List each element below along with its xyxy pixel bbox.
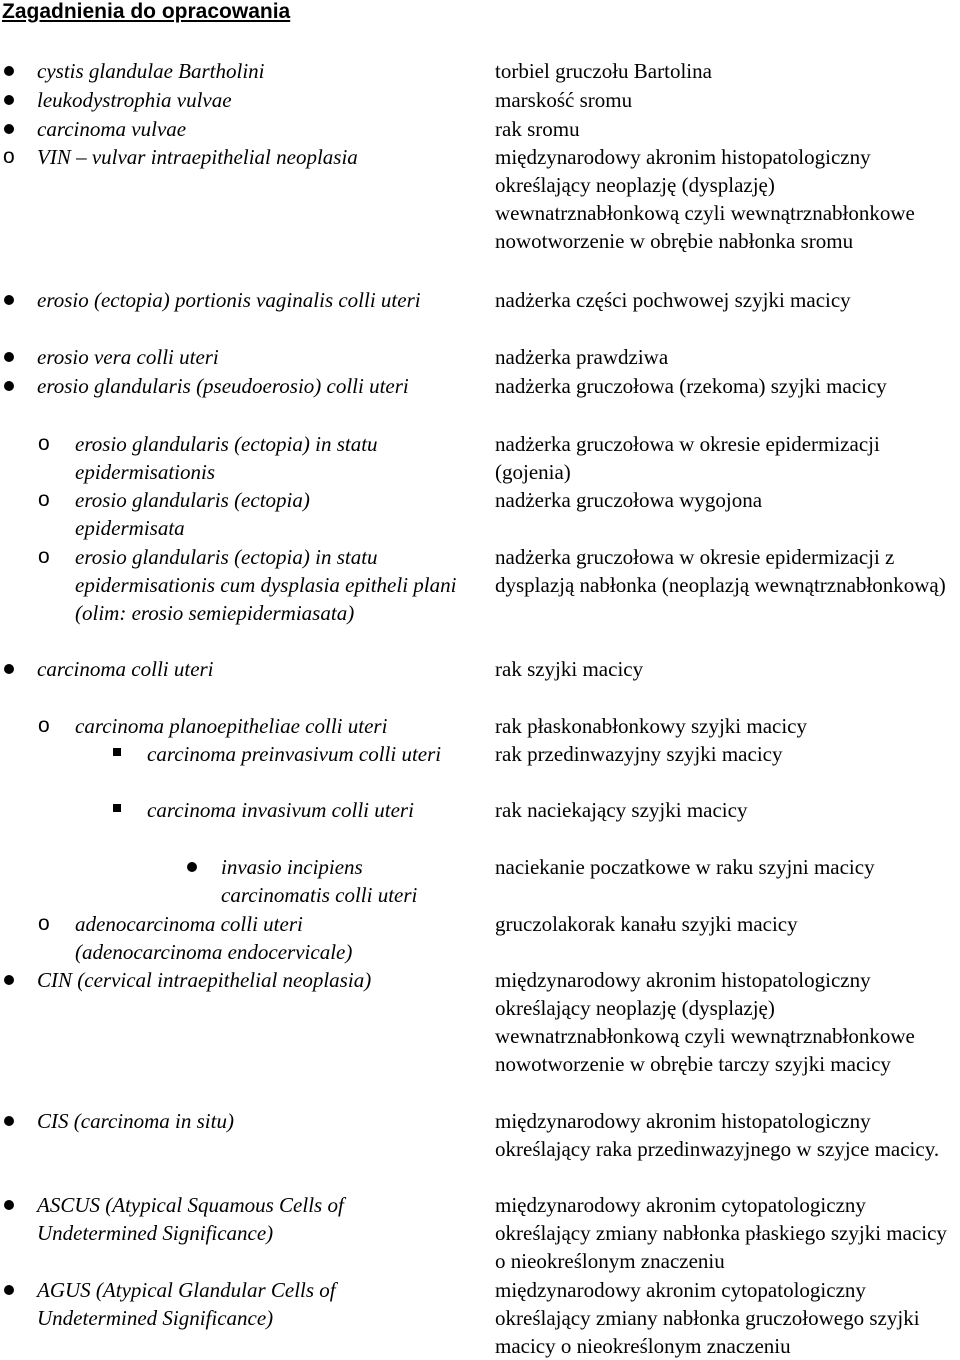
polish-translation: międzynarodowy akronim histopatologiczny określający neoplazję (dysplazję) wewnatrznabłonkową czyli wewnątrznabłonkowe nowotworzenie w obrębie nabłonka sromu bbox=[495, 145, 915, 253]
circle-bullet-icon: o bbox=[38, 714, 50, 737]
latin-term: carcinoma preinvasivum colli uteri bbox=[147, 742, 442, 766]
latin-term: carcinoma vulvae bbox=[37, 117, 187, 141]
polish-translation: międzynarodowy akronim cytopatologiczny określający zmiany nabłonka płaskiego szyjki macicy o nieokreślonym znaczeniu bbox=[495, 1193, 947, 1273]
latin-term: carcinoma invasivum colli uteri bbox=[147, 798, 414, 822]
latin-term: erosio glandularis (ectopia) in statu epidermisationis bbox=[75, 432, 378, 484]
latin-term: erosio glandularis (ectopia) in statu epidermisationis cum dysplasia epitheli plani (olim: erosio semiepidermiasata) bbox=[75, 545, 457, 625]
circle-bullet-icon: o bbox=[38, 488, 50, 511]
latin-term: cystis glandulae Bartholini bbox=[37, 59, 265, 83]
polish-translation: nadżerka gruczołowa (rzekoma) szyjki macicy bbox=[495, 374, 887, 398]
polish-translation: rak przedinwazyjny szyjki macicy bbox=[495, 742, 783, 766]
bullet-icon bbox=[4, 124, 14, 134]
polish-translation: nadżerka gruczołowa wygojona bbox=[495, 488, 763, 512]
bullet-icon bbox=[4, 1285, 14, 1295]
bullet-icon bbox=[4, 1200, 14, 1210]
latin-term: CIS (carcinoma in situ) bbox=[37, 1109, 234, 1133]
polish-translation: nadżerka części pochwowej szyjki macicy bbox=[495, 288, 851, 312]
circle-bullet-icon: o bbox=[3, 145, 15, 168]
latin-term: erosio glandularis (ectopia) epidermisata bbox=[75, 488, 310, 540]
polish-translation: rak płaskonabłonkowy szyjki macicy bbox=[495, 714, 808, 738]
square-bullet-icon bbox=[113, 748, 121, 756]
polish-translation: międzynarodowy akronim cytopatologiczny określający zmiany nabłonka gruczołowego szyjki macicy o nieokreślonym znaczeniu bbox=[495, 1278, 920, 1358]
polish-translation: międzynarodowy akronim histopatologiczny określający raka przedinwazyjnego w szyjce macicy. bbox=[495, 1109, 940, 1161]
latin-term: ASCUS (Atypical Squamous Cells of Undetermined Significance) bbox=[37, 1193, 344, 1245]
polish-translation: rak sromu bbox=[495, 117, 580, 141]
bullet-icon bbox=[4, 295, 14, 305]
bullet-icon bbox=[4, 1116, 14, 1126]
polish-translation: nadżerka prawdziwa bbox=[495, 345, 669, 369]
latin-term: adenocarcinoma colli uteri (adenocarcinoma endocervicale) bbox=[75, 912, 353, 964]
polish-translation: międzynarodowy akronim histopatologiczny określający neoplazję (dysplazję) wewnatrznabłonkową czyli wewnątrznabłonkowe nowotworzenie w obrębie tarczy szyjki macicy bbox=[495, 968, 915, 1076]
polish-translation: nadżerka gruczołowa w okresie epidermizacji z dysplazją nabłonka (neoplazją wewnątrznabłonkową) bbox=[495, 545, 946, 597]
latin-term: CIN (cervical intraepithelial neoplasia) bbox=[37, 968, 372, 992]
polish-translation: torbiel gruczołu Bartolina bbox=[495, 59, 712, 83]
latin-term: leukodystrophia vulvae bbox=[37, 88, 232, 112]
circle-bullet-icon: o bbox=[38, 432, 50, 455]
latin-term: erosio glandularis (pseudoerosio) colli uteri bbox=[37, 374, 409, 398]
latin-term: carcinoma colli uteri bbox=[37, 657, 214, 681]
page-title: Zagadnienia do opracowania bbox=[2, 0, 291, 23]
bullet-icon bbox=[4, 66, 14, 76]
polish-translation: rak naciekający szyjki macicy bbox=[495, 798, 748, 822]
bullet-icon bbox=[4, 381, 14, 391]
square-bullet-icon bbox=[113, 804, 121, 812]
circle-bullet-icon: o bbox=[38, 912, 50, 935]
bullet-icon bbox=[4, 975, 14, 985]
polish-translation: naciekanie poczatkowe w raku szyjni macicy bbox=[495, 855, 875, 879]
latin-term: VIN – vulvar intraepithelial neoplasia bbox=[37, 145, 358, 169]
latin-term: carcinoma planoepitheliae colli uteri bbox=[75, 714, 388, 738]
latin-term: AGUS (Atypical Glandular Cells of Undetermined Significance) bbox=[37, 1278, 336, 1330]
bullet-icon bbox=[4, 664, 14, 674]
bullet-icon bbox=[187, 862, 197, 872]
bullet-icon bbox=[4, 352, 14, 362]
latin-term: erosio vera colli uteri bbox=[37, 345, 219, 369]
latin-term: erosio (ectopia) portionis vaginalis colli uteri bbox=[37, 288, 421, 312]
polish-translation: gruczolakorak kanału szyjki macicy bbox=[495, 912, 798, 936]
polish-translation: marskość sromu bbox=[495, 88, 633, 112]
polish-translation: nadżerka gruczołowa w okresie epidermizacji (gojenia) bbox=[495, 432, 880, 484]
circle-bullet-icon: o bbox=[38, 545, 50, 568]
polish-translation: rak szyjki macicy bbox=[495, 657, 644, 681]
latin-term: invasio incipiens carcinomatis colli uteri bbox=[221, 855, 418, 907]
bullet-icon bbox=[4, 95, 14, 105]
